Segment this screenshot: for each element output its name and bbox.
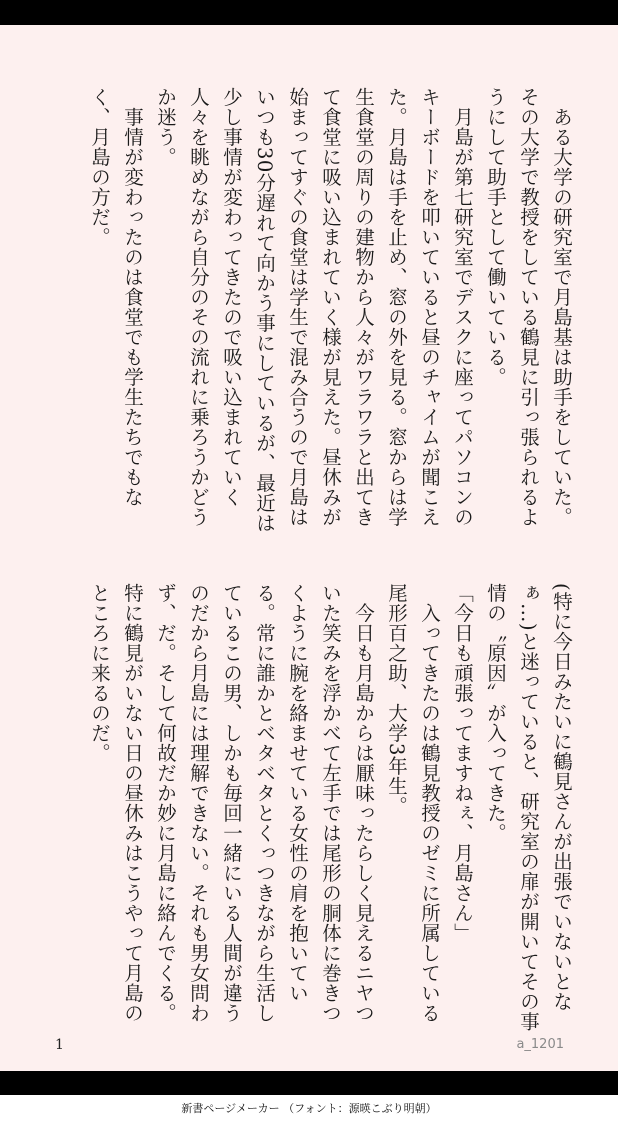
page-number: 1 <box>55 1037 64 1053</box>
footer-caption: 新書ページメーカー （フォント：源暎こぶり明朝） <box>181 1102 437 1115</box>
bottom-black-bar <box>0 1071 618 1095</box>
page-id-label: a_1201 <box>516 1037 564 1052</box>
paragraph-5: 入ってきたのは鶴見教授のゼミに所属している尾形百之助、大学3年生。 <box>385 583 441 1023</box>
paragraph-3: 事情が変わったのは食堂でも学生たちでもなく、月島の方だ。 <box>88 87 144 507</box>
paragraph-2: 月島が第七研究室でデスクに座ってパソコンのキーボードを叩いていると昼のチャイムが聞こえた。月島は手を止め、窓の外を見る。窓からは学生食堂の周りの建物から人々がワラワラと出てきて食堂に吸い込まれていく様が見えた。昼休みが始まってすぐの食堂は学生で混み合うので月島はいつも30分遅れて向かう事にしているが、最近は少し事情が変わってきたので吸い込まれていく人々を眺めながら自分のその流れに乗ろうかどうか迷う。 <box>154 87 474 533</box>
paragraph-1: ある大学の研究室で月島基は助手をしていた。その大学で教授をしている鶴見に引っ張られるようにして助手として働いている。 <box>484 87 573 527</box>
paragraph-4: (特に今日みたいに鶴見さんが出張でいないとなぁ…)と迷っていると、研究室の扉が開いてその事情の〝原因〟が入ってきた。 <box>484 583 573 1032</box>
dialogue-line: 「今日も頑張ってますねぇ、月島さん」 <box>451 583 474 943</box>
book-page <box>0 25 618 1071</box>
top-black-bar <box>0 0 618 25</box>
paragraph-6: 今日も月島からは厭味ったらしく見えるニヤついた笑みを浮かべて左手では尾形の胴体に巻きつくように腕を絡ませている女性の肩を抱いている。常に誰かとベタベタとくっつきながら生活しているこの男、しかも毎回一緒にいる人間が違うのだから月島には理解できない。それも男女問わず、だ。そして何故だか妙に月島に絡んでくる。特に鶴見がいない日の昼休みはこうやって月島のところに来るのだ。 <box>88 583 375 1023</box>
upper-text-column-block <box>68 87 578 537</box>
lower-text-column-block <box>68 583 578 1033</box>
